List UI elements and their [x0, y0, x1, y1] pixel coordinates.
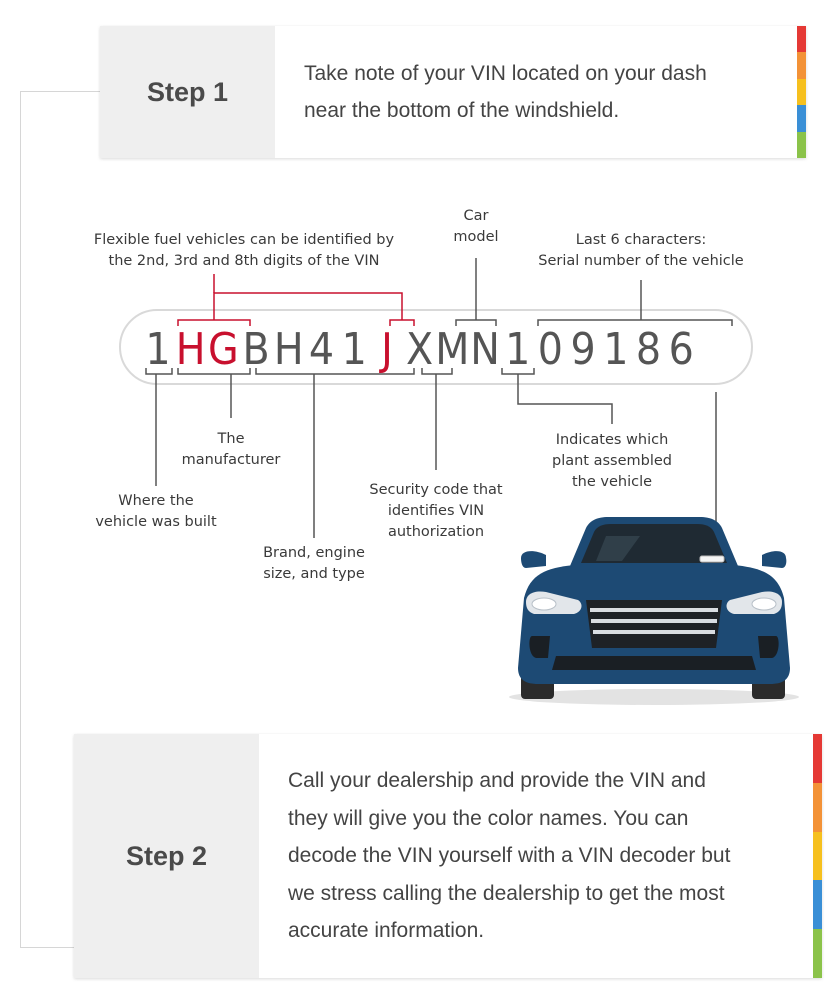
vin-char-2: H: [175, 324, 206, 375]
annotation-flex-fuel: [84, 230, 404, 272]
vin-char-8: J: [381, 324, 393, 375]
annotation-security-line-1: Security code that: [369, 482, 503, 498]
annotation-flex-fuel-line-2: the 2nd, 3rd and 8th digits of the VIN: [108, 253, 380, 269]
annotation-plant-line-3: the vehicle: [571, 474, 653, 490]
vin-char-16: 8: [635, 324, 662, 375]
annotation-car-model: [436, 206, 516, 248]
stripe-red: [813, 734, 822, 783]
vin-char-17: 6: [668, 324, 694, 375]
vin-characters: [145, 324, 693, 375]
annotation-security-line-3: authorization: [387, 524, 485, 540]
annotation-car-model-line-1: Car: [463, 208, 489, 224]
vin-char-7: 1: [341, 324, 367, 375]
annotation-flex-fuel-line-1: Flexible fuel vehicles can be identified by: [93, 232, 395, 248]
step-2-card: [74, 734, 822, 978]
stripe-yellow: [813, 832, 822, 881]
step-1-label: Step 1: [100, 26, 275, 158]
vin-char-12: 1: [505, 324, 531, 375]
step-2-line-4: we stress calling the dealership to get the most: [288, 881, 725, 905]
vin-char-5: H: [273, 324, 304, 375]
step-2-text: [259, 734, 813, 978]
annotation-manufacturer: [171, 429, 291, 471]
vin-char-9: X: [406, 324, 434, 375]
annotation-manufacturer-line-1: The: [217, 431, 245, 447]
annotation-serial-line-1: Last 6 characters:: [575, 232, 707, 248]
vin-char-11: N: [470, 324, 500, 375]
annotation-brand-engine-line-2: size, and type: [263, 566, 365, 582]
step-2-label: Step 2: [74, 734, 259, 978]
annotation-security-line-2: identifies VIN: [387, 503, 485, 519]
car-illustration: [509, 517, 799, 705]
annotation-brand-engine: [249, 543, 379, 585]
step-2-line-5: accurate information.: [288, 919, 485, 943]
step-1-line-2: near the bottom of the windshield.: [304, 99, 620, 122]
vin-char-3: G: [208, 324, 239, 375]
annotation-where-built-line-2: vehicle was built: [95, 514, 217, 530]
annotation-plant: [542, 430, 682, 493]
stripe-blue: [813, 880, 822, 929]
vin-char-14: 9: [570, 324, 596, 375]
stripe-green: [813, 929, 822, 978]
annotation-serial-line-2: Serial number of the vehicle: [538, 253, 744, 269]
vin-char-4: B: [242, 324, 270, 375]
annotation-serial: [526, 230, 756, 272]
annotation-where-built: [86, 491, 226, 533]
annotation-manufacturer-line-2: manufacturer: [181, 452, 281, 468]
vin-char-6: 4: [308, 324, 335, 375]
step-1-line-1: Take note of your VIN located on your dash: [304, 62, 707, 85]
annotation-where-built-line-1: Where the: [118, 493, 194, 509]
vin-char-15: 1: [603, 324, 629, 375]
vin-char-1: 1: [145, 324, 171, 375]
step-2-line-2: they will give you the color names. You can: [288, 806, 689, 830]
color-stripes: [813, 734, 822, 978]
step-2-line-1: Call your dealership and provide the VIN and: [288, 769, 706, 793]
annotation-car-model-line-2: model: [453, 229, 499, 245]
vin-char-13: 0: [537, 324, 563, 375]
stripe-orange: [813, 783, 822, 832]
annotation-plant-line-2: plant assembled: [551, 453, 672, 469]
step-2-line-3: decode the VIN yourself with a VIN decoder but: [288, 844, 731, 868]
annotation-security: [356, 480, 516, 543]
annotation-plant-line-1: Indicates which: [555, 432, 669, 448]
annotation-brand-engine-line-1: Brand, engine: [263, 545, 365, 561]
vin-char-10: M: [435, 324, 470, 375]
